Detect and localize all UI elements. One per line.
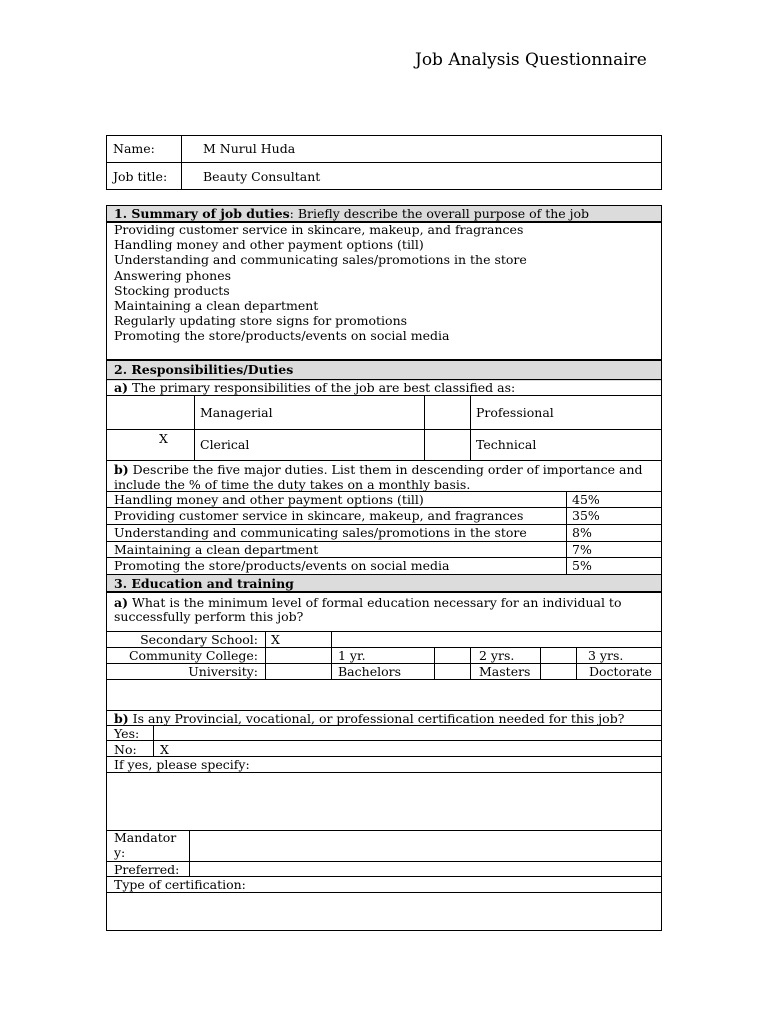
section1-heading-rest: : Briefly describe the overall purpose of the job (289, 206, 590, 221)
university-label: University: (188, 664, 258, 679)
secondary-school-label: Secondary School: (140, 632, 258, 647)
no-mark: X (160, 742, 169, 757)
questionnaire-table (106, 205, 662, 931)
specify-label: If yes, please specify: (114, 757, 250, 772)
section2-b-text-1: Describe the five major duties. List them in descending order of importance and (128, 462, 643, 477)
classification-grid (107, 395, 661, 460)
section1-heading (114, 206, 589, 221)
section3-heading: 3. Education and training (114, 576, 294, 591)
section2-heading: 2. Responsibilities/Duties (114, 362, 294, 377)
no-label: No: (114, 742, 137, 757)
college-1-yr: 1 yr. (338, 648, 366, 663)
summary-duty: Handling money and other payment options (till) (114, 237, 424, 253)
summary-duty: Regularly updating store signs for promotions (114, 313, 408, 329)
section3-b-question (114, 711, 624, 726)
section2-a-text: The primary responsibilities of the job are best classified as: (128, 380, 516, 395)
college-3-yrs: 3 yrs. (588, 648, 624, 663)
section3-a-question-line1 (114, 595, 621, 610)
certification-yes-no (107, 725, 661, 757)
section3-b-label: b) (114, 711, 129, 726)
major-duty: Promoting the store/products/events on social media (114, 558, 450, 573)
job-title-label: Job title: (113, 169, 168, 184)
section3-a-label: a) (114, 595, 129, 610)
class-managerial: Managerial (200, 405, 273, 420)
class-technical: Technical (476, 437, 537, 452)
class-professional: Professional (476, 405, 554, 420)
university-doctorate: Doctorate (589, 664, 652, 679)
duty-percent: 45% (572, 492, 600, 507)
section2-b-question-line1 (114, 462, 643, 477)
college-2-yrs: 2 yrs. (479, 648, 515, 663)
section2-a-question (114, 380, 515, 395)
university-masters: Masters (479, 664, 531, 679)
section3-a-text-1: What is the minimum level of formal education necessary for an individual to (128, 595, 622, 610)
education-grid (107, 631, 661, 679)
section3-b-text: Is any Provincial, vocational, or professional certification needed for this job? (128, 711, 625, 726)
job-title-value: Beauty Consultant (203, 169, 321, 184)
duty-percent: 7% (572, 542, 592, 557)
duty-percent: 35% (572, 508, 600, 523)
header-table (106, 135, 662, 190)
section3-a-question-line2: successfully perform this job? (114, 609, 304, 624)
summary-duty: Maintaining a clean department (114, 298, 319, 314)
summary-duty: Answering phones (114, 267, 232, 283)
summary-duty: Providing customer service in skincare, makeup, and fragrances (114, 222, 524, 237)
preferred-label: Preferred: (114, 862, 180, 877)
name-value: M Nurul Huda (203, 141, 296, 156)
summary-duty: Promoting the store/products/events on social media (114, 328, 450, 344)
class-clerical: Clerical (200, 437, 250, 452)
section2-b-question-line2: include the % of time the duty takes on a monthly basis. (114, 477, 471, 492)
mandatory-label-line1: Mandator (114, 830, 177, 845)
duty-percent: 5% (572, 558, 592, 573)
major-duty: Providing customer service in skincare, makeup, and fragrances (114, 508, 524, 523)
section1-duties-list (114, 222, 527, 344)
community-college-label: Community College: (128, 648, 258, 663)
secondary-school-mark: X (271, 632, 280, 647)
university-bachelors: Bachelors (338, 664, 402, 679)
section1-heading-bold: 1. Summary of job duties (114, 206, 290, 221)
major-duty: Maintaining a clean department (114, 542, 319, 557)
section2-b-label: b) (114, 462, 129, 477)
major-duty: Understanding and communicating sales/promotions in the store (114, 525, 527, 540)
major-duties-table (107, 491, 661, 574)
summary-duty: Understanding and communicating sales/promotions in the store (114, 252, 527, 268)
yes-label: Yes: (114, 726, 140, 741)
major-duty: Handling money and other payment options (till) (114, 492, 424, 507)
certification-mandatory-preferred (107, 830, 661, 876)
name-label: Name: (113, 141, 155, 156)
summary-duty: Stocking products (114, 282, 230, 298)
certification-type-label: Type of certification: (114, 877, 246, 892)
duty-percent: 8% (572, 525, 592, 540)
section2-a-label: a) (114, 380, 129, 395)
clerical-checkmark: X (159, 431, 168, 446)
document-title: Job Analysis Questionnaire (415, 50, 647, 70)
mandatory-label-line2: y: (114, 845, 126, 860)
